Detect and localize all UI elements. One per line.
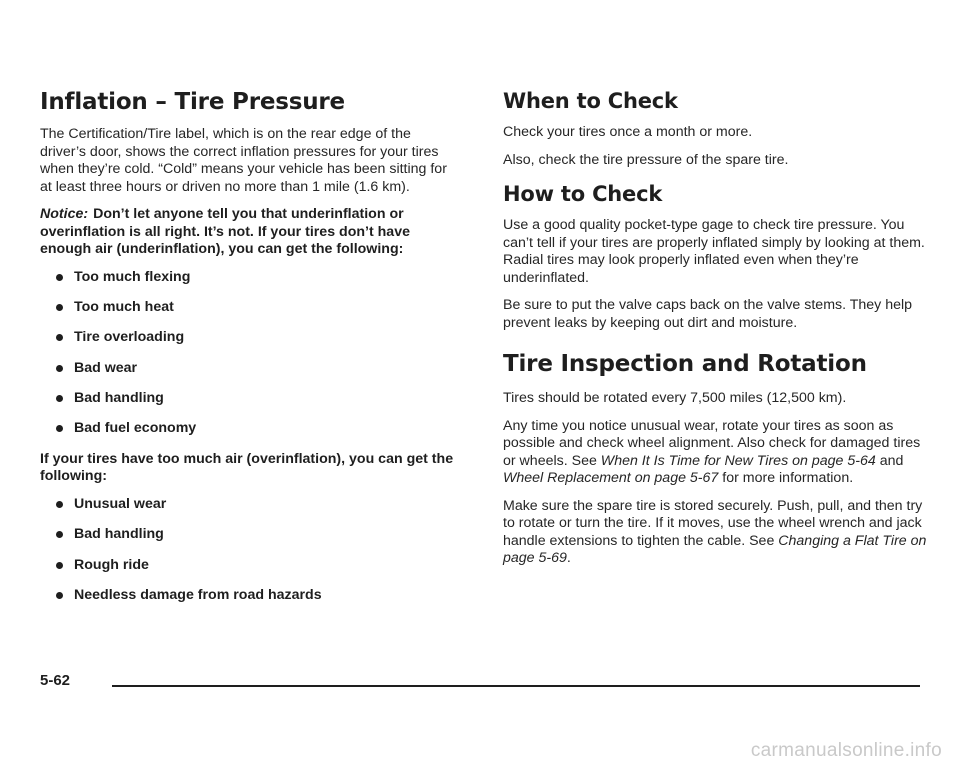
rotation-paragraph-2: Any time you notice unusual wear, rotate your tires as soon as possible and check wheel alignment. Also check for damaged tires or wheels. See When It Is Time for New Tires on page 5-64 and Wheel Replacement on page 5-67 for more information. [503,417,921,486]
bullet-icon [56,562,63,569]
list-item: Bad handling [40,390,460,408]
right-column [503,88,928,578]
notice-label: Notice: [40,206,89,222]
list-item: Needless damage from road hazards [40,587,460,605]
heading-tire-inspection: Tire Inspection and Rotation [503,351,867,377]
when-paragraph-2: Also, check the tire pressure of the spare tire. [503,151,789,168]
notice-paragraph [40,206,460,259]
heading-when-to-check: When to Check [503,89,678,113]
cross-reference-link: When It Is Time for New Tires on page 5-64 [600,452,876,469]
cross-reference-link: Wheel Replacement on page 5-67 [503,470,719,486]
overinflation-list [40,496,460,605]
bullet-icon [56,531,63,538]
list-item: Unusual wear [40,496,460,514]
footer-rule [112,685,920,687]
notice-text: Don’t let anyone tell you that underinflation or overinflation is all right. It’s not. If your tires don’t have enough air (underinflation), you can get the following: [40,206,410,257]
bullet-icon [56,304,63,311]
bullet-icon [56,501,63,508]
list-item: Bad fuel economy [40,420,460,438]
rotation-paragraph-3: Make sure the spare tire is stored securely. Push, pull, and then try to rotate or turn the tire. If it moves, use the wheel wrench and jack handle extensions to tighten the cable. See Changing a Flat Tire on page 5-69. [503,497,927,566]
intro-paragraph: The Certification/Tire label, which is on the rear edge of the driver’s door, shows the correct inflation pressures for your tires when they’re cold. “Cold” means your vehicle has been sitting for at least three hours or driven no more than 1 mile (1.6 km). [40,126,447,195]
list-item: Too much heat [40,299,460,317]
left-column [40,88,460,617]
list-item: Tire overloading [40,329,460,347]
how-paragraph-1: Use a good quality pocket-type gage to check tire pressure. You can’t tell if your tires are properly inflated simply by looking at them. Radial tires may look properly inflated even when they’re underinflated. [503,217,925,286]
how-paragraph-2: Be sure to put the valve caps back on the valve stems. They help prevent leaks by keeping out dirt and moisture. [503,297,913,331]
overinflation-intro: If your tires have too much air (overinflation), you can get the following: [40,450,454,485]
bullet-icon [56,365,63,372]
page-number: 5-62 [40,672,71,689]
heading-how-to-check: How to Check [503,182,663,206]
list-item: Rough ride [40,557,460,575]
underinflation-list [40,269,460,438]
page-footer [40,672,920,694]
bullet-icon [56,274,63,281]
cross-reference-link: Changing a Flat Tire on page 5-69 [503,532,927,566]
bullet-icon [56,334,63,341]
list-item: Too much flexing [40,269,460,287]
watermark: carmanualsonline.info [750,740,942,761]
bullet-icon [56,395,63,402]
list-item: Bad wear [40,360,460,378]
bullet-icon [56,425,63,432]
bullet-icon [56,592,63,599]
heading-inflation: Inflation – Tire Pressure [40,89,345,115]
when-paragraph-1: Check your tires once a month or more. [503,124,753,140]
rotation-paragraph-1: Tires should be rotated every 7,500 miles (12,500 km). [503,390,847,406]
list-item: Bad handling [40,526,460,544]
